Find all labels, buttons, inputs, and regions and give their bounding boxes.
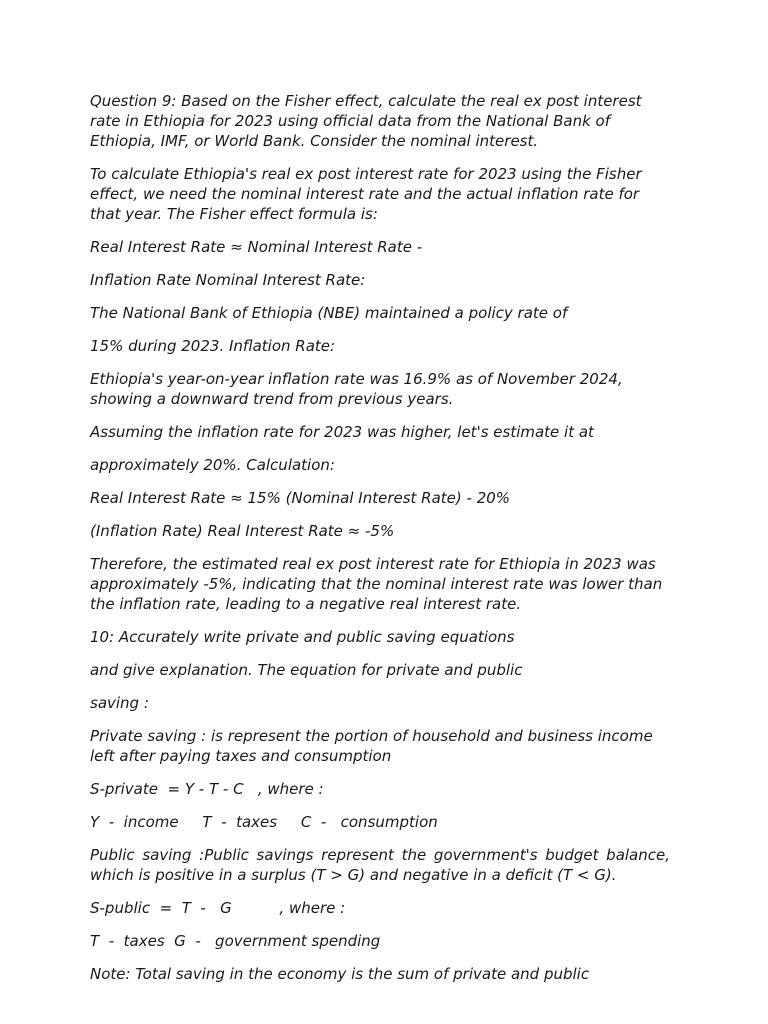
private-saving-definition: Private saving : is represent the portion of household and business income left after paying taxes and consumption — [90, 727, 653, 765]
fisher-intro-paragraph: To calculate Ethiopia's real ex post interest rate for 2023 using the Fisher effect, we need the nominal interest rate and the actual inflation rate for that year. The Fisher effect formula is: — [90, 165, 642, 223]
assumption-line-2: approximately 20%. Calculation: — [90, 456, 335, 474]
nbe-policy-line-2: 15% during 2023. Inflation Rate: — [90, 337, 336, 355]
total-saving-note: Note: Total saving in the economy is the sum of private and public — [90, 965, 590, 983]
question-10-line-2: and give explanation. The equation for private and public — [90, 661, 523, 679]
public-saving-variables: T - taxes G - government spending — [90, 932, 381, 950]
calculation-line-1: Real Interest Rate ≈ 15% (Nominal Interest Rate) - 20% — [90, 489, 511, 507]
private-saving-equation: S-private = Y - T - C , where : — [90, 780, 324, 798]
public-saving-definition: Public saving :Public savings represent the government's budget balance, which is positive in a surplus (T > G) and negative in a deficit (T < G). — [90, 846, 670, 884]
assumption-line-1: Assuming the inflation rate for 2023 was higher, let's estimate it at — [90, 423, 594, 441]
question-10-line-3: saving : — [90, 694, 149, 712]
private-saving-variables: Y - income T - taxes C - consumption — [90, 813, 438, 831]
document-page — [90, 91, 670, 997]
formula-line-1: Real Interest Rate ≈ Nominal Interest Rate - — [90, 238, 423, 256]
public-saving-equation: S-public = T - G , where : — [90, 899, 346, 917]
formula-line-2: Inflation Rate Nominal Interest Rate: — [90, 271, 366, 289]
calculation-line-2: (Inflation Rate) Real Interest Rate ≈ -5% — [90, 522, 395, 540]
conclusion-paragraph: Therefore, the estimated real ex post interest rate for Ethiopia in 2023 was approximately -5%, indicating that the nominal interest rate was lower than the inflation rate, leading to a negative real interest rate. — [90, 555, 663, 613]
question-10-line-1: 10: Accurately write private and public saving equations — [90, 628, 515, 646]
question-9-paragraph: Question 9: Based on the Fisher effect, calculate the real ex post interest rate in Ethiopia for 2023 using official data from the National Bank of Ethiopia, IMF, or World Bank. Consider the nominal interest. — [90, 92, 642, 150]
nbe-policy-line-1: The National Bank of Ethiopia (NBE) maintained a policy rate of — [90, 304, 568, 322]
inflation-paragraph: Ethiopia's year-on-year inflation rate was 16.9% as of November 2024, showing a downward trend from previous years. — [90, 370, 623, 408]
